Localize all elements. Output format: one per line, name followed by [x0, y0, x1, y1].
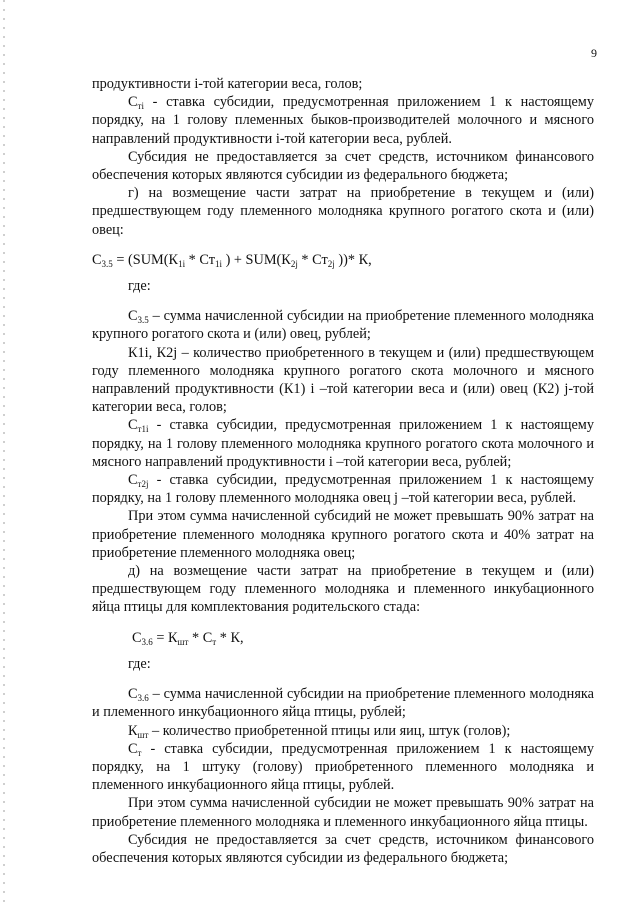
scan-edge: [3, 0, 5, 905]
definition-ct2j: $С_{т2j}$ - ставка субсидии, предусмотренная приложением 1 к настоящему порядку, на 1 голову племенного молодняка овец j –той категории веса, рублей.: [92, 472, 594, 507]
paragraph-no-federal-subsidy-1: Субсидия не предоставляется за счет средств, источником финансового обеспечения которых являются субсидии из федерального бюджета;: [92, 148, 594, 184]
formula-c36: $С_{3.6} = К_{шт} * С_т * К$,: [132, 629, 244, 647]
paragraph-limit-90-40: При этом сумма начисленной субсидий не может превышать 90% затрат на приобретение племенного молодняка крупного рогатого скота и 40% затрат на приобретение племенного молодняка овец;: [92, 508, 594, 561]
definition-ct1i: $С_{т1i}$ - ставка субсидии, предусмотренная приложением 1 к настоящему порядку, на 1 голову племенного молодняка крупного рогатого скота молочного и мясного направлений продуктивности i –той категории веса, рублей;: [92, 417, 594, 470]
page-number: 9: [591, 46, 597, 60]
where-label-2: где:: [128, 655, 151, 672]
paragraph-item-d: д) на возмещение части затрат на приобретение в текущем и (или) предшествующем году племенного молодняка и племенного инкубационного яйца птицы для комплектования родительского стада:: [92, 563, 594, 616]
paragraph-no-federal-subsidy-2: Субсидия не предоставляется за счет средств, источником финансового обеспечения которых являются субсидии из федерального бюджета;: [92, 831, 594, 866]
definition-k1-k2: К1i, К2j – количество приобретенного в текущем и (или) предшествующем году племенного молодняка крупного рогатого скота молочного и мясного направлений продуктивности (К1) i –той категории веса и (или) овец (К2) j-той категории веса, голов;: [92, 344, 594, 416]
definition-c35: $С_{3.5}$ – сумма начисленной субсидии на приобретение племенного молодняка крупного рогатого скота и (или) овец, рублей;: [92, 308, 594, 343]
definition-c36: $С_{3.6}$ – сумма начисленной субсидии на приобретение племенного молодняка и племенного инкубационного яйца птицы, рублей;: [92, 686, 594, 721]
paragraph-continuation: продуктивности i-той категории веса, голов;: [92, 76, 363, 92]
document-body: [92, 75, 594, 867]
definition-ct: $С_т$ - ставка субсидии, предусмотренная приложением 1 к настоящему порядку, на 1 штуку (голову) приобретенного племенного молодняка и племенного инкубационного яйца птицы, рублей.: [92, 740, 594, 794]
paragraph-limit-90: При этом сумма начисленной субсидии не может превышать 90% затрат на приобретение племенного молодняка и племенного инкубационного яйца птицы.: [92, 795, 594, 830]
where-label: где:: [128, 278, 151, 295]
definition-ct-i: $С_{тi}$ - ставка субсидии, предусмотренная приложением 1 к настоящему порядку, на 1 голову племенных быков-производителей молочного и мясного направлений продуктивности i-той категории веса, рублей.: [92, 94, 594, 147]
definition-ksht: $К_{шт}$ – количество приобретенной птицы или яиц, штук (голов);: [128, 722, 511, 740]
formula-c35: $С_{3.5} = (SUM(К_{1i} * Ст_{1i}$ ) + $SUM(К_{2j} * Ст_{2j}$ ))* К,: [92, 251, 372, 269]
paragraph-item-g: г) на возмещение части затрат на приобретение в текущем и (или) предшествующем году племенного молодняка крупного рогатого скота и (или) овец:: [92, 185, 594, 238]
